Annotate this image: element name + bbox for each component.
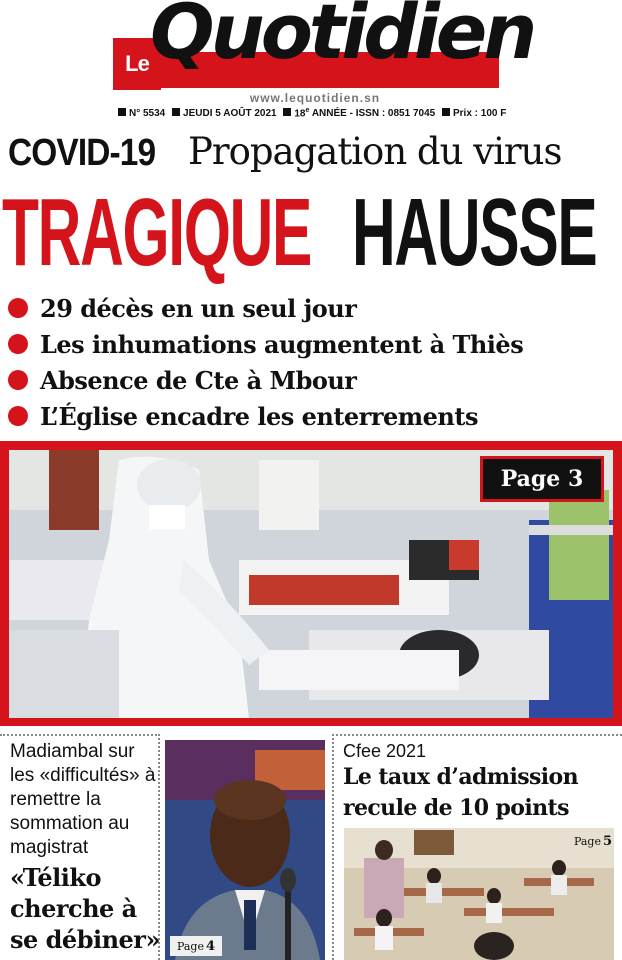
left-story-intro: Madiambal sur les «difficultés» à remettre la sommation au magistrat bbox=[10, 741, 156, 858]
square-bullet-icon bbox=[283, 108, 291, 116]
right-story-headline[interactable] bbox=[343, 762, 621, 824]
issue-date: JEUDI 5 AOÛT 2021 bbox=[183, 108, 277, 120]
masthead-title: Quotidien bbox=[150, 0, 534, 76]
page-4-label[interactable] bbox=[170, 936, 222, 956]
right-story-headline-line2: recule de 10 points bbox=[343, 795, 569, 821]
page-4-text: Page bbox=[176, 939, 204, 953]
lead-bullet-list bbox=[8, 290, 618, 434]
square-bullet-icon bbox=[172, 108, 180, 116]
lead-kicker: COVID-19 bbox=[8, 132, 156, 174]
headline-black: HAUSSE bbox=[352, 179, 597, 286]
issue-number: N° 5534 bbox=[129, 108, 166, 120]
bullet-text: L’Église encadre les enterrements bbox=[40, 401, 478, 431]
lead-subhead: Propagation du virus bbox=[188, 130, 562, 173]
issue-info-line bbox=[118, 107, 508, 119]
issue-year-suffix: e bbox=[305, 107, 310, 114]
square-bullet-icon bbox=[442, 108, 450, 116]
square-bullet-icon bbox=[118, 108, 126, 116]
headline-red: TRAGIQUE bbox=[2, 179, 312, 286]
list-item bbox=[8, 398, 618, 434]
portrait-illustration bbox=[165, 740, 325, 960]
red-dot-icon bbox=[8, 298, 28, 318]
masthead-le: Le bbox=[113, 38, 161, 90]
list-item bbox=[8, 362, 618, 398]
page-3-label: Page 3 bbox=[500, 466, 584, 492]
right-story-kicker: Cfee 2021 bbox=[343, 741, 427, 761]
red-dot-icon bbox=[8, 334, 28, 354]
bullet-text: 29 décès en un seul jour bbox=[40, 293, 357, 323]
issue-year-issn: ANNÉE - ISSN : 0851 7045 bbox=[309, 108, 436, 120]
page-4-number: 4 bbox=[205, 938, 216, 954]
red-dot-icon bbox=[8, 370, 28, 390]
page-5-text: Page bbox=[573, 834, 601, 848]
issue-year-number: 18 bbox=[294, 108, 306, 120]
red-dot-icon bbox=[8, 406, 28, 426]
right-story-headline-line1: Le taux d’admission bbox=[343, 764, 579, 790]
masthead-url[interactable]: www.lequotidien.sn bbox=[249, 91, 381, 105]
page-5-label[interactable] bbox=[571, 832, 615, 850]
madiambal-portrait[interactable] bbox=[165, 740, 325, 960]
list-item bbox=[8, 326, 618, 362]
issue-price: Prix : 100 F bbox=[452, 108, 507, 120]
left-story-quote[interactable]: «Téliko cherche à se débiner» bbox=[10, 863, 160, 954]
list-item bbox=[8, 290, 618, 326]
page-3-badge[interactable] bbox=[480, 456, 604, 502]
page-5-number: 5 bbox=[602, 833, 613, 849]
bullet-text: Les inhumations augmentent à Thiès bbox=[40, 329, 524, 359]
bullet-text: Absence de Cte à Mbour bbox=[40, 365, 357, 395]
